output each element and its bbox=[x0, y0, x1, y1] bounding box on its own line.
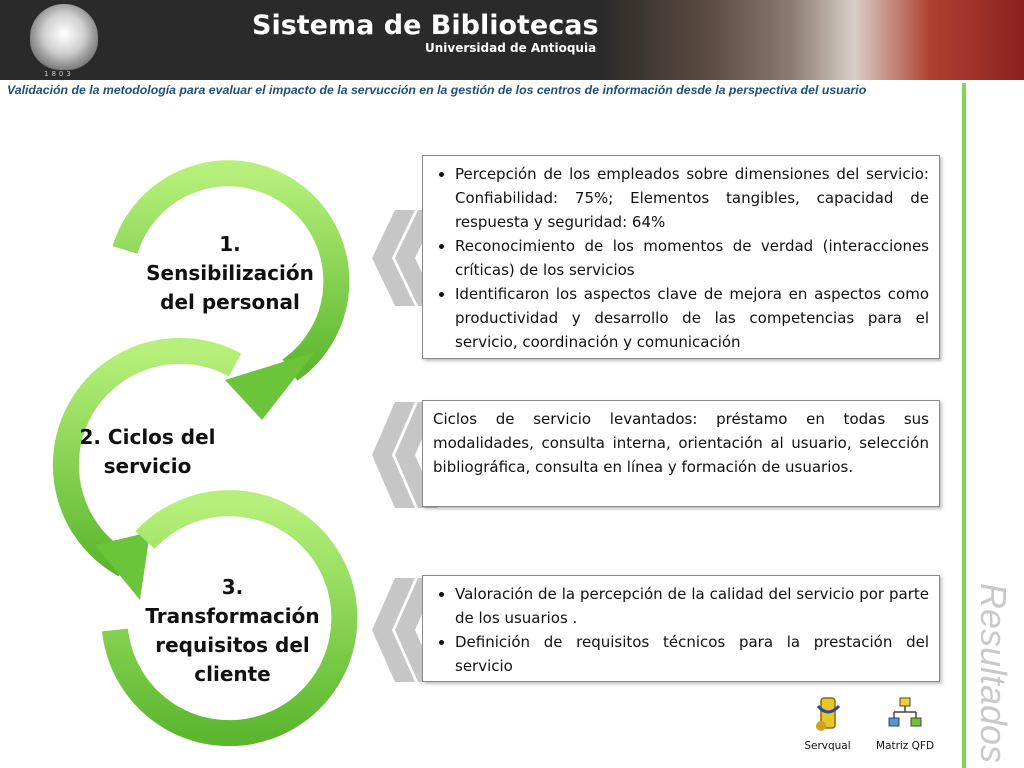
result-1-item: • Percepción de los empleados sobre dimensiones del servicio: Confiabilidad: 75%; Elementos tangibles, capacidad de respuesta y seguridad: 64% bbox=[455, 162, 929, 234]
subheader-text: Validación de la metodología para evaluar el impacto de la servucción en la gestión de los centros de información desde la perspectiva del usuario bbox=[7, 83, 867, 97]
side-label: Resultados bbox=[973, 582, 1014, 763]
cycle-arrow-1 bbox=[225, 352, 315, 420]
result-3-item: • Definición de requisitos técnicos para la prestación del servicio bbox=[455, 630, 929, 678]
servqual-link[interactable] bbox=[800, 696, 855, 752]
header-subtitle: Universidad de Antioquia bbox=[425, 41, 597, 55]
result-2-text: Ciclos de servicio levantados: préstamo en todas sus modalidades, consulta interna, orientación al usuario, selección bibliográfica, consulta en línea y formación de usuarios. bbox=[433, 410, 929, 476]
result-3-item: • Valoración de la percepción de la calidad del servicio por parte de los usuarios . bbox=[455, 582, 929, 630]
step-2-label: 2. Ciclos del servicio bbox=[79, 425, 216, 478]
header-title: Sistema de Bibliotecas bbox=[252, 10, 599, 41]
step-3-label: 3. Transformación requisitos del cliente bbox=[145, 575, 320, 686]
result-1-item: • Reconocimiento de los momentos de verdad (interacciones críticas) de los servicios bbox=[455, 234, 929, 282]
result-box-1 bbox=[422, 155, 940, 359]
result-1-item: • Identificaron los aspectos clave de mejora en aspectos como productividad y desarrollo de las competencias para el servicio, coordinación y comunicación bbox=[455, 282, 929, 354]
matriz-qfd-label: Matriz QFD bbox=[875, 740, 935, 752]
matriz-qfd-icon bbox=[888, 696, 922, 734]
crest-year: 1803 bbox=[44, 70, 74, 78]
matriz-qfd-link[interactable] bbox=[865, 696, 945, 752]
step-1-label: 1. Sensibilización del personal bbox=[146, 232, 314, 314]
servqual-icon bbox=[813, 696, 843, 734]
result-box-2 bbox=[422, 400, 940, 507]
result-box-3 bbox=[422, 575, 940, 682]
servqual-label: Servqual bbox=[804, 740, 851, 752]
